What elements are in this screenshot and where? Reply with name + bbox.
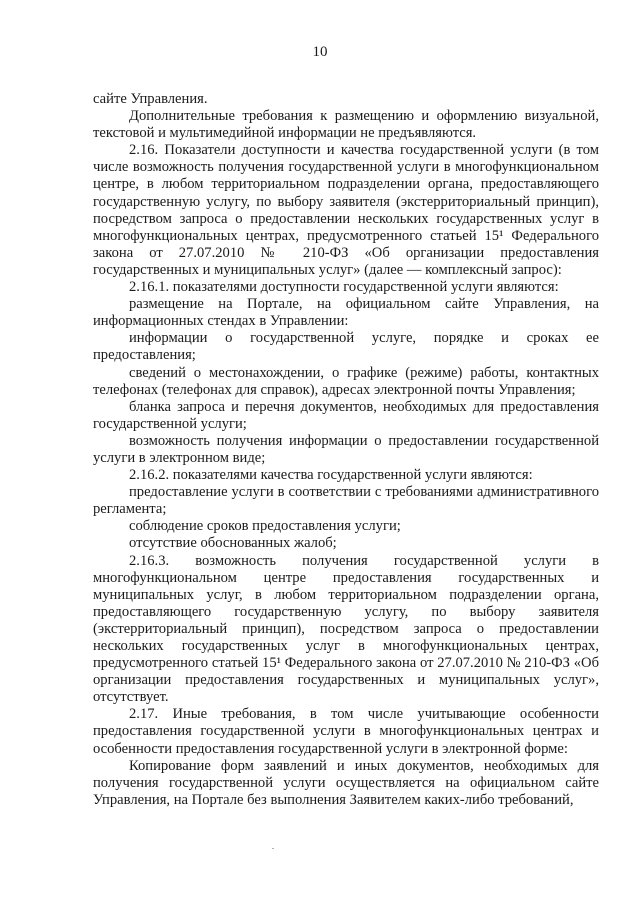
paragraph-continuation: сайте Управления. bbox=[93, 91, 208, 107]
paragraph-electronic-info: возможность получения информации о предоставлении государственной услуги в электронном виде; bbox=[93, 432, 599, 466]
paragraph-portal-placement: размещение на Портале, на официальном сайте Управления, на информационных стендах в Управлении: bbox=[93, 296, 599, 330]
paragraph-2-16-2: 2.16.2. показателями качества государственной услуги являются: bbox=[129, 467, 533, 484]
paragraph-location-info: сведений о местонахождении, о графике (режиме) работы, контактных телефонах (телефонах для справок), адресах электронной почты Управления; bbox=[93, 364, 599, 398]
paragraph-2-17: 2.17. Иные требования, в том числе учитывающие особенности предоставления государственной услуги в многофункциональных центрах и особенности предоставления государственной услуги в электронной форме: bbox=[93, 706, 599, 757]
document-body bbox=[93, 91, 599, 809]
paragraph-regulation-compliance: предоставление услуги в соответствии с требованиями административного регламента; bbox=[93, 484, 599, 518]
paragraph-2-16: 2.16. Показатели доступности и качества государственной услуги (в том числе возможность получения государственной услуги в многофункциональном центре, в любом территориальном подразделении органа, предоставляющего государственную услугу, по выбору заявителя (экстерриториальный принцип), посредством запроса о предоставлении нескольких государственных услуг в многофункциональных центрах, предусмотренного статьей 15¹ Федерального закона от 27.07.2010 № 210-ФЗ «Об организации предоставления государственных и муниципальных услуг» (далее — комплексный запрос): bbox=[93, 142, 599, 278]
paragraph-additional-requirements: Дополнительные требования к размещению и оформлению визуальной, текстовой и мультимедийной информации не предъявляются. bbox=[93, 108, 599, 142]
scan-artifact bbox=[272, 848, 274, 849]
paragraph-2-16-1: 2.16.1. показателями доступности государственной услуги являются: bbox=[129, 279, 559, 296]
paragraph-form-copying: Копирование форм заявлений и иных документов, необходимых для получения государственной услуги осуществляется на официальном сайте Управления, на Портале без выполнения Заявителем каких-либо требований, bbox=[93, 757, 599, 808]
page-number: 10 bbox=[312, 44, 328, 60]
paragraph-request-form: бланка запроса и перечня документов, необходимых для предоставления государственной услуги; bbox=[93, 398, 599, 432]
paragraph-service-info: информации о государственной услуге, порядке и сроках ее предоставления; bbox=[93, 330, 599, 364]
paragraph-2-16-3: 2.16.3. возможность получения государственной услуги в многофункциональном центре предоставления государственных и муниципальных услуг, в любом территориальном подразделении органа, предоставляющего государственную услугу, по выбору заявителя (экстерриториальный принцип), посредством запроса о предоставлении нескольких государственных услуг в многофункциональных центрах, предусмотренного статьей 15¹ Федерального закона от 27.07.2010 № 210-ФЗ «Об организации предоставления государственных и муниципальных услуг», отсутствует. bbox=[93, 552, 599, 706]
paragraph-deadlines: соблюдение сроков предоставления услуги; bbox=[129, 518, 401, 535]
paragraph-no-complaints: отсутствие обоснованных жалоб; bbox=[129, 535, 337, 552]
